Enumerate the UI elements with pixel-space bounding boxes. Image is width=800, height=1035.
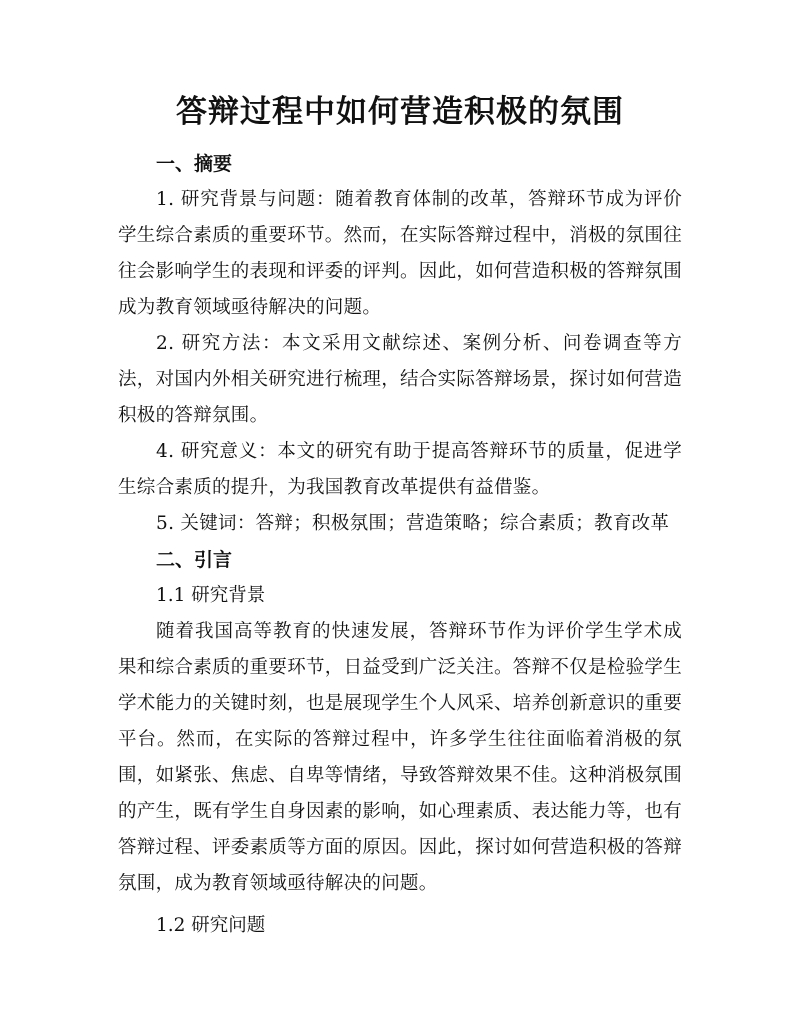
document-title: 答辩过程中如何营造积极的氛围 bbox=[176, 94, 624, 130]
abstract-item-method: 2. 研究方法：本文采用文献综述、案例分析、问卷调查等方法，对国内外相关研究进行梳理，结合实际答辩场景，探讨如何营造积极的答辩氛围。 bbox=[118, 333, 683, 426]
abstract-item-significance: 4. 研究意义：本文的研究有助于提高答辩环节的质量，促进学生综合素质的提升，为我国教育改革提供有益借鉴。 bbox=[118, 441, 682, 498]
intro-paragraph: 随着我国高等教育的快速发展，答辩环节作为评价学生学术成果和综合素质的重要环节，日益受到广泛关注。答辩不仅是检验学生学术能力的关键时刻，也是展现学生个人风采、培养创新意识的重要平台。然而，在实际的答辩过程中，许多学生往往面临着消极的氛围，如紧张、焦虑、自卑等情绪，导致答辩效果不佳。这种消极氛围的产生，既有学生自身因素的影响，如心理素质、表达能力等，也有答辩过程、评委素质等方面的原因。因此，探讨如何营造积极的答辩氛围，成为教育领域亟待解决的问题。 bbox=[118, 621, 683, 894]
abstract-item-background: 1. 研究背景与问题：随着教育体制的改革，答辩环节成为评价学生综合素质的重要环节。然而，在实际答辩过程中，消极的氛围往往会影响学生的表现和评委的评判。因此，如何营造积极的答辩氛围成为教育领域亟待解决的问题。 bbox=[118, 189, 683, 318]
abstract-item-keywords: 5. 关键词：答辩；积极氛围；营造策略；综合素质；教育改革 bbox=[156, 513, 670, 534]
section-heading-abstract: 一、摘要 bbox=[156, 153, 233, 175]
section-heading-intro: 二、引言 bbox=[156, 549, 233, 571]
subsection-heading-question: 1.2 研究问题 bbox=[156, 915, 266, 936]
subsection-heading-background: 1.1 研究背景 bbox=[156, 585, 266, 606]
